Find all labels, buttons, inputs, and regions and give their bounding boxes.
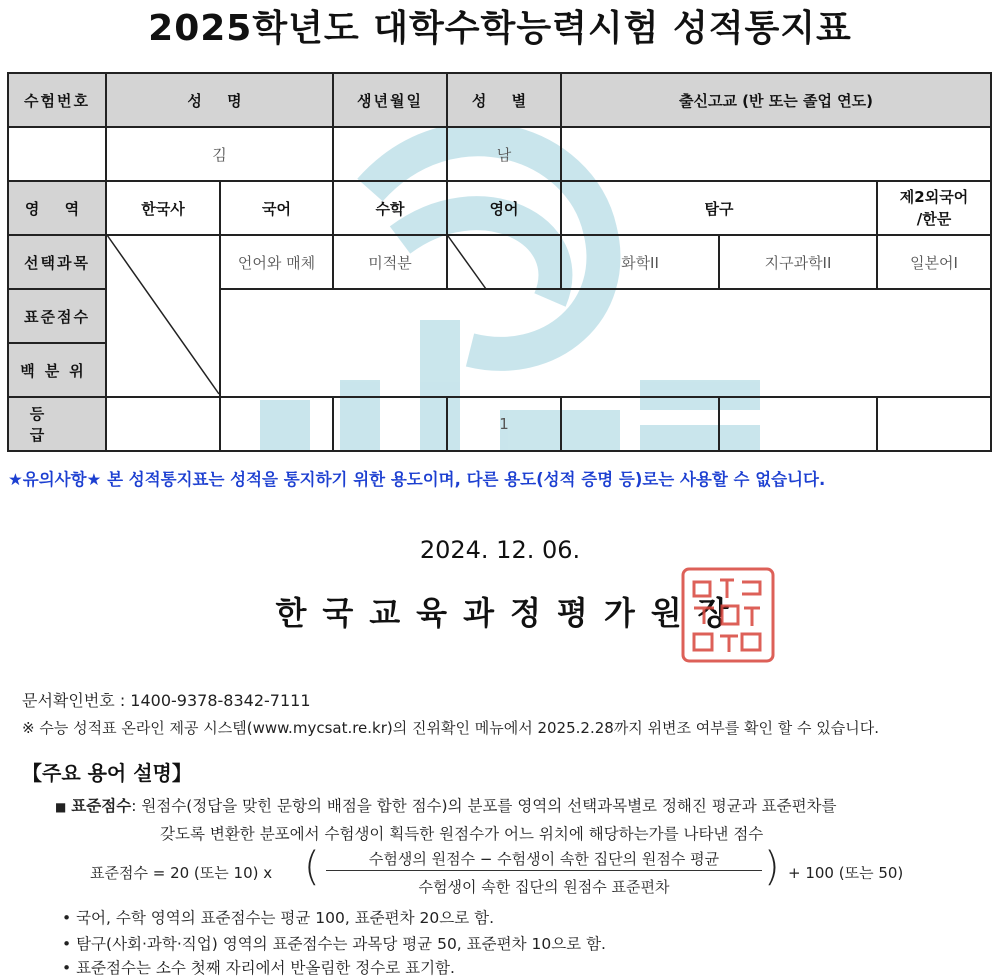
korean-history-blank — [106, 235, 220, 397]
verification-note: ※ 수능 성적표 온라인 제공 시스템(www.mycsat.re.kr)의 진위확인 메뉴에서 2025.2.28까지 위변조 여부를 확인 할 수 있습니다. — [22, 719, 880, 737]
left-paren: ( — [304, 844, 320, 890]
subject-math: 미적분 — [333, 235, 447, 289]
grade-label: 등 급 — [8, 397, 106, 451]
grade-math — [333, 397, 447, 451]
header-school: 출신고교 (반 또는 졸업 연도) — [561, 73, 991, 127]
subject-second-lang: 일본어I — [877, 235, 991, 289]
notice-text: ★유의사항★ 본 성적통지표는 성적을 통지하기 위한 용도이며, 다른 용도(성적 증명 등)로는 사용할 수 없습니다. — [8, 470, 826, 489]
subject-inquiry1: 화학II — [561, 235, 719, 289]
student-gender: 남 — [447, 127, 561, 181]
second-lang-line1: 제2외국어 — [899, 188, 969, 206]
fraction-bar — [326, 870, 762, 871]
subject-english-blank — [447, 235, 561, 289]
percentile-label: 백분위 — [8, 343, 106, 397]
bullet-item: • 탐구(사회·과학·직업) 영역의 표준점수는 과목당 평균 50, 표준편차 10으로 함. — [62, 935, 606, 953]
grade-korean — [220, 397, 333, 451]
grade-english: 1 — [447, 397, 561, 451]
header-exam-no: 수험번호 — [8, 73, 106, 127]
area-english: 영어 — [447, 181, 561, 235]
standard-label: 표준점수 — [8, 289, 106, 343]
area-math: 수학 — [333, 181, 447, 235]
grade-inquiry2 — [719, 397, 877, 451]
birth-value — [333, 127, 447, 181]
term-standard-desc1: : 원점수(정답을 맞힌 문항의 배점을 합한 점수)의 분포를 영역의 선택과목별로 정해진 평균과 표준편차를 — [131, 797, 837, 815]
header-birth: 생년월일 — [333, 73, 447, 127]
subject-inquiry2: 지구과학II — [719, 235, 877, 289]
page-title: 2025학년도 대학수학능력시험 성적통지표 — [148, 8, 852, 49]
grade-korean-history — [106, 397, 220, 451]
area-inquiry: 탐구 — [561, 181, 877, 235]
formula-numerator: 수험생의 원점수 − 수험생이 속한 집단의 원점수 평균 — [368, 850, 720, 868]
area-korean: 국어 — [220, 181, 333, 235]
formula-denominator: 수험생이 속한 집단의 원점수 표준편차 — [418, 878, 670, 896]
subject-korean: 언어와 매체 — [220, 235, 333, 289]
official-seal — [680, 566, 776, 664]
square-bullet-icon: ■ — [55, 800, 67, 814]
school-value — [561, 127, 991, 181]
areas-label: 영 역 — [8, 181, 106, 235]
second-lang-line2: /한문 — [916, 210, 952, 228]
term-standard-definition — [55, 794, 837, 816]
organization-name: 한국교육과정평가원장 — [275, 594, 745, 632]
right-paren: ) — [764, 844, 780, 890]
header-name: 성 명 — [106, 73, 333, 127]
standard-score-formula — [90, 844, 920, 900]
issue-date: 2024. 12. 06. — [419, 536, 581, 564]
exam-no-value — [8, 127, 106, 181]
area-second-language — [877, 181, 991, 235]
bullet-item: • 표준점수는 소수 첫째 자리에서 반올림한 정수로 표기함. — [62, 959, 455, 977]
scores-area — [220, 289, 991, 397]
document-number: 문서확인번호 : 1400-9378-8342-7111 — [22, 691, 311, 710]
subjects-label: 선택과목 — [8, 235, 106, 289]
grade-inquiry1 — [561, 397, 719, 451]
formula-rhs: + 100 (또는 50) — [788, 864, 904, 882]
term-standard-desc2: 갖도록 변환한 분포에서 수험생이 획득한 원점수가 어느 위치에 해당하는가를 나타낸 점수 — [160, 825, 764, 843]
bullet-item: • 국어, 수학 영역의 표준점수는 평균 100, 표준편차 20으로 함. — [62, 909, 495, 927]
formula-lhs: 표준점수 = 20 (또는 10) x — [90, 864, 273, 882]
header-gender: 성 별 — [447, 73, 561, 127]
area-korean-history: 한국사 — [106, 181, 220, 235]
grade-second-lang — [877, 397, 991, 451]
terms-title: 【주요 용어 설명】 — [22, 761, 192, 785]
term-standard-name: 표준점수 — [71, 797, 132, 815]
student-name: 김 — [106, 127, 333, 181]
score-table — [7, 72, 992, 452]
